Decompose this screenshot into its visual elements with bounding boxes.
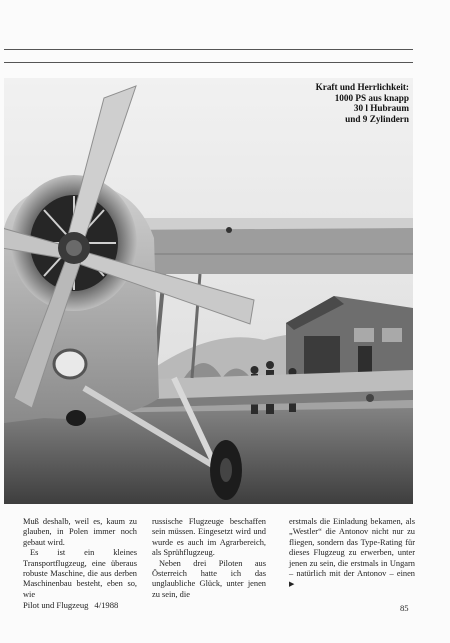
footer-publication bbox=[23, 600, 118, 610]
article-body bbox=[23, 517, 415, 599]
text-column-3 bbox=[289, 517, 415, 590]
page-number: 85 bbox=[400, 603, 409, 613]
magazine-name: Pilot und Flugzeug bbox=[23, 600, 89, 610]
caption-line: und 9 Zylindern bbox=[345, 113, 409, 124]
paragraph-text: erstmals die Einladung bekamen, als „Westler“ die Antonov nicht nur zu fliegen, sondern das Type-Rating für dieses Flugzeug zu erwerben, unter jenen zu sein, die erstmals in Ungarn – natürlich mit der Antonov – einen bbox=[289, 517, 415, 579]
text-column-1 bbox=[23, 517, 137, 600]
caption-line: Kraft und Herrlichkeit: bbox=[315, 82, 409, 92]
photo-caption bbox=[259, 82, 409, 124]
caption-line: 30 l Hubraum bbox=[353, 103, 409, 113]
text-column-2 bbox=[152, 517, 266, 600]
continue-arrow-icon: ▶ bbox=[289, 580, 295, 589]
paragraph: Es ist ein kleines Transportflugzeug, eine überaus robuste Maschine, die aus derben Maschinenbau besteht, eben so, wie bbox=[23, 548, 137, 599]
biplane-image bbox=[4, 78, 413, 504]
paragraph: Neben drei Piloten aus Österreich hatte ich das unglaubliche Glück, unter jenen zu sein, die bbox=[152, 558, 266, 599]
header-rule-bottom bbox=[4, 62, 413, 63]
issue-number: 4/1988 bbox=[94, 600, 119, 610]
header-rule-top bbox=[4, 49, 413, 50]
caption-line: 1000 PS aus knapp bbox=[334, 92, 409, 103]
paragraph: russische Flugzeuge beschaffen sein müssen. Eingesetzt wird und wurde es auch im Agrarbereich, als Sprühflugzeug. bbox=[152, 517, 266, 558]
aircraft-photo bbox=[4, 78, 413, 504]
paragraph: Muß deshalb, weil es, kaum zu glauben, in Polen immer noch gebaut wird. bbox=[23, 517, 137, 547]
paragraph bbox=[289, 517, 415, 590]
